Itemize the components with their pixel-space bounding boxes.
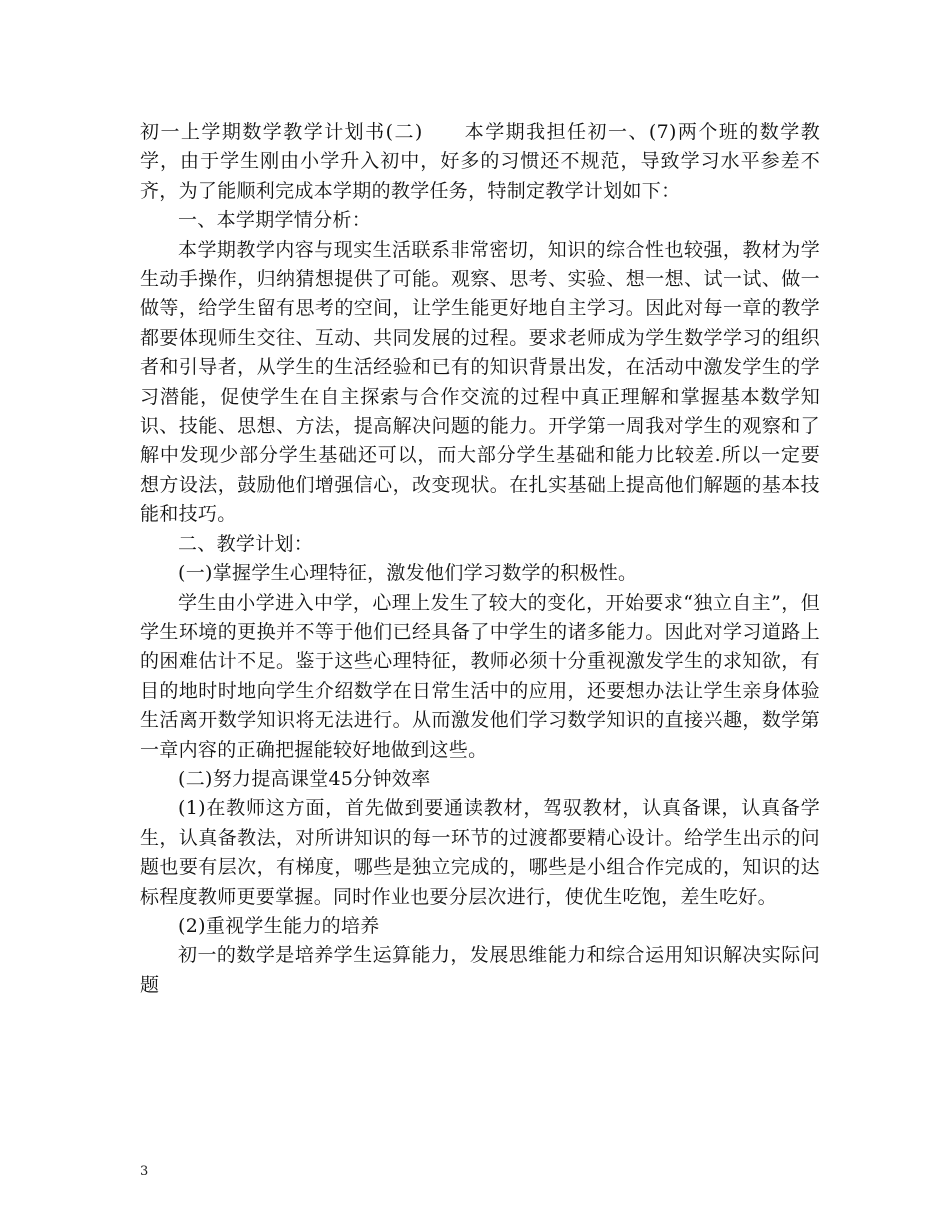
- page-number: 3: [140, 1164, 149, 1179]
- heading-section-1: 一、本学期学情分析：: [178, 209, 372, 232]
- heading-section-2: 二、教学计划：: [178, 532, 314, 555]
- document-body: [140, 118, 820, 1000]
- paragraph-intro: 初一上学期数学教学计划书(二) 本学期我担任初一、(7)两个班的数学教学，由于学生刚由小学升入初中，好多的习惯还不规范，导致学习水平参差不齐，为了能顺利完成本学期的教学任务，特制定教学计划如下：: [140, 121, 820, 202]
- paragraph-teacher-prep: (1)在教师这方面，首先做到要通读教材，驾驭教材，认真备课，认真备学生，认真备教法，对所讲知识的每一环节的过渡都要精心设计。给学生出示的问题也要有层次，有梯度，哪些是独立完成的，哪些是小组合作完成的，知识的达标程度教师更要掌握。同时作业也要分层次进行，使优生吃饱，差生吃好。: [140, 797, 820, 908]
- paragraph-situation-analysis: 本学期教学内容与现实生活联系非常密切，知识的综合性也较强，教材为学生动手操作，归纳猜想提供了可能。观察、思考、实验、想一想、试一试、做一做等，给学生留有思考的空间，让学生能更好地自主学习。因此对每一章的教学都要体现师生交往、互动、共同发展的过程。要求老师成为学生数学学习的组织者和引导者，从学生的生活经验和已有的知识背景出发，在活动中激发学生的学习潜能，促使学生在自主探索与合作交流的过程中真正理解和掌握基本数学知识、技能、思想、方法，提高解决问题的能力。开学第一周我对学生的观察和了解中发现少部分学生基础还可以，而大部分学生基础和能力比较差.所以一定要想方设法，鼓励他们增强信心，改变现状。在扎实基础上提高他们解题的基本技能和技巧。: [140, 238, 820, 526]
- subheading-1: (一)掌握学生心理特征，激发他们学习数学的积极性。: [178, 562, 638, 585]
- paragraph-psychology: 学生由小学进入中学，心理上发生了较大的变化，开始要求“独立自主”，但学生环境的更换并不等于他们已经具备了中学生的诸多能力。因此对学习道路上的困难估计不足。鉴于这些心理特征，教师必须十分重视激发学生的求知欲，有目的地时时地向学生介绍数学在日常生活中的应用，还要想办法让学生亲身体验生活离开数学知识将无法进行。从而激发他们学习数学知识的直接兴趣，数学第一章内容的正确把握能较好地做到这些。: [140, 591, 820, 761]
- paragraph-ability-training: 初一的数学是培养学生运算能力，发展思维能力和综合运用知识解决实际问题: [140, 944, 820, 996]
- subheading-ability: (2)重视学生能力的培养: [178, 914, 380, 937]
- subheading-2: (二)努力提高课堂45分钟效率: [178, 767, 431, 790]
